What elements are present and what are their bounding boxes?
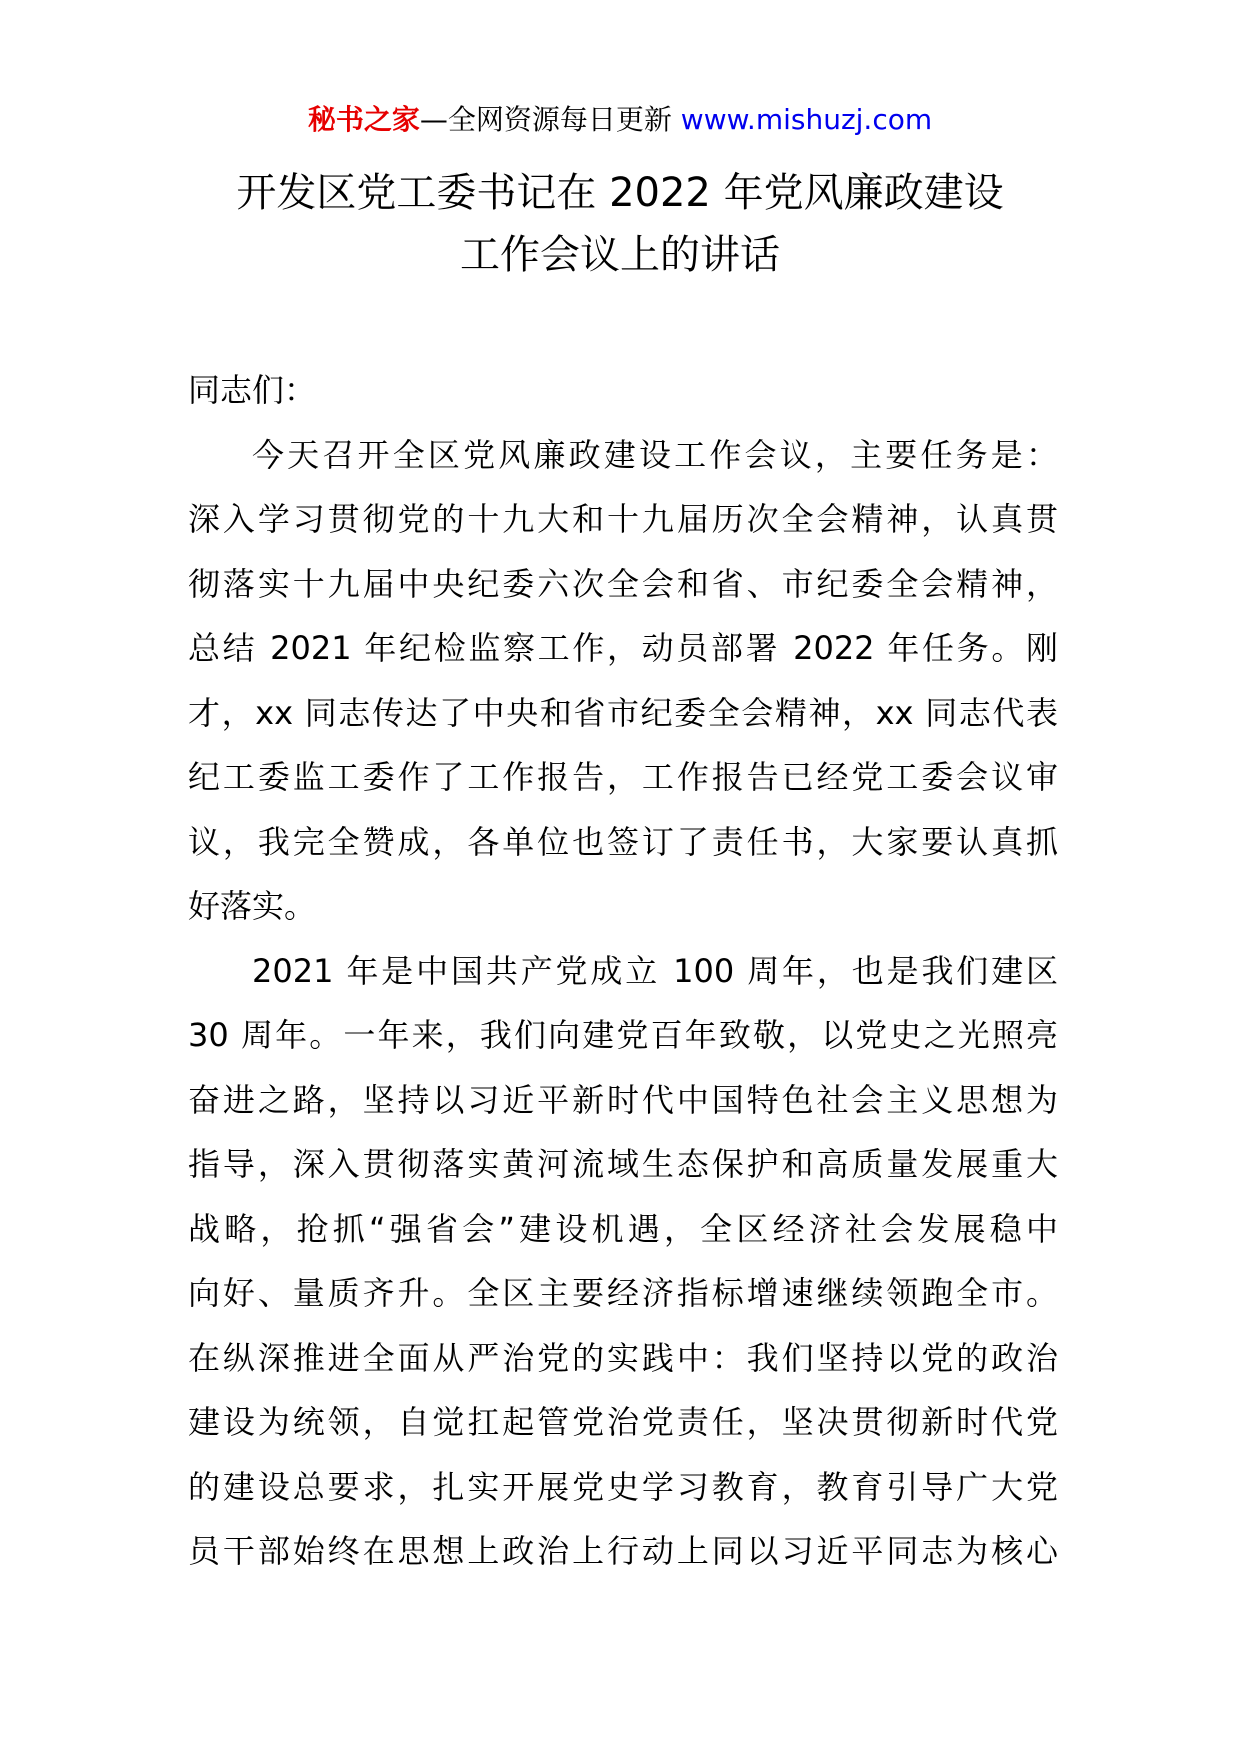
paragraph-line: 深入学习贯彻党的十九大和十九届历次全会精神，认真贯	[188, 500, 1058, 538]
paragraph-line: 好落实。	[188, 887, 317, 925]
greeting: 同志们：	[188, 371, 317, 409]
paragraph-line: 奋进之路，坚持以习近平新时代中国特色社会主义思想为	[188, 1080, 1058, 1119]
paragraph-line: 向好、量质齐升。全区主要经济指标增速继续领跑全市。	[188, 1274, 1058, 1312]
paragraph-line: 战略，抢抓“强省会”建设机遇，全区经济社会发展稳中	[188, 1209, 1058, 1248]
paragraph-line: 总结 2021 年纪检监察工作，动员部署 2022 年任务。刚	[188, 629, 1058, 667]
paragraph-line: 纪工委监工委作了工作报告，工作报告已经党工委会议审	[188, 758, 1058, 796]
paragraph-line: 今天召开全区党风廉政建设工作会议，主要任务是：	[252, 435, 1058, 474]
brand-name: 秘书之家	[307, 103, 420, 136]
title-line-2: 工作会议上的讲话	[460, 232, 780, 278]
paragraph-line: 指导，深入贯彻落实黄河流域生态保护和高质量发展重大	[188, 1145, 1058, 1183]
paragraph-line: 建设为统领，自觉扛起管党治党责任，坚决贯彻新时代党	[188, 1403, 1058, 1441]
paragraph-line: 员干部始终在思想上政治上行动上同以习近平同志为核心	[188, 1532, 1058, 1570]
paragraph-line: 议，我完全赞成，各单位也签订了责任书，大家要认真抓	[188, 822, 1058, 861]
paragraph-line: 30 周年。一年来，我们向建党百年致敬，以党史之光照亮	[188, 1016, 1058, 1054]
title-line-1: 开发区党工委书记在 2022 年党风廉政建设	[236, 170, 1004, 216]
header-slogan: —全网资源每日更新	[419, 103, 672, 136]
paragraph-2	[188, 939, 1058, 1584]
paragraph-line: 才，xx 同志传达了中央和省市纪委全会精神，xx 同志代表	[188, 693, 1058, 732]
paragraph-1	[188, 423, 1058, 939]
site-url-link[interactable]: www.mishuzj.com	[671, 103, 933, 136]
site-header	[0, 100, 1240, 140]
paragraph-line: 在纵深推进全面从严治党的实践中：我们坚持以党的政治	[188, 1338, 1058, 1377]
document-body	[188, 358, 1058, 1584]
paragraph-line: 2021 年是中国共产党成立 100 周年，也是我们建区	[252, 951, 1058, 990]
paragraph-line: 的建设总要求，扎实开展党史学习教育，教育引导广大党	[188, 1467, 1058, 1506]
paragraph-line: 彻落实十九届中央纪委六次全会和省、市纪委全会精神，	[188, 564, 1058, 603]
document-title	[150, 162, 1090, 286]
